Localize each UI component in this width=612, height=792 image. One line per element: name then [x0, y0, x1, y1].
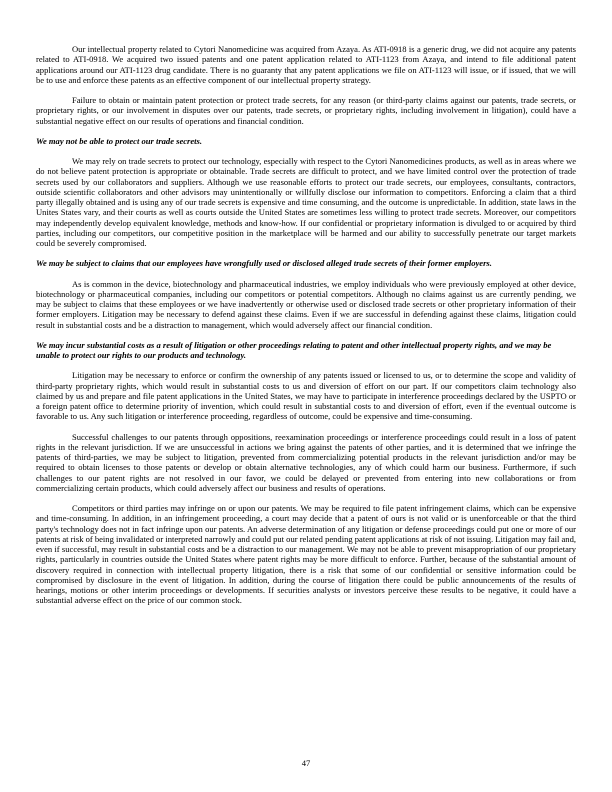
- paragraph-litigation: Litigation may be necessary to enforce or confirm the ownership of any patents issued or licensed to us, or to determine the scope and validity of third-party proprietary rights, which would result in substantial costs to us and diversion of effort on our part. If our competitors claim technology also claimed by us and prepare and file patent applications in the United States, we may have to participate in interference proceedings declared by the USPTO or a foreign patent office to determine priority of invention, which could result in substantial costs to and diversion of effort, even if the eventual outcome is favorable to us. Any such litigation or interference proceeding, regardless of outcome, could be expensive and time-consuming.: [36, 370, 576, 422]
- page-number: 47: [301, 758, 311, 768]
- paragraph-trade-secrets: We may rely on trade secrets to protect our technology, especially with respect to the Cytori Nanomedicines products, as well as in areas where we do not believe patent protection is appropriate or obtainable. Trade secrets are difficult to protect, and we have limited control over the protection of trade secrets used by our collaborators and suppliers. Although we use reasonable efforts to protect our trade secrets, our employees, consultants, contractors, outside scientific collaborators and other advisors may unintentionally or willfully disclose our information to competitors. Enforcing a claim that a third party illegally obtained and is using any of our trade secrets is expensive and time consuming, and the outcome is unpredictable. In addition, state laws in the Unites States vary, and their courts as well as courts outside the United States are sometimes less willing to protect trade secrets. Moreover, our competitors may independently develop equivalent knowledge, methods and know-how. If our confidential or proprietary information is divulged to or acquired by third parties, including our competitors, our competitive position in the marketplace will be harmed and our ability to successfully penetrate our target markets could be severely compromised.: [36, 156, 576, 248]
- paragraph-infringement: Competitors or third parties may infringe on or upon our patents. We may be required to file patent infringement claims, which can be expensive and time-consuming. In addition, in an infringement proceeding, a court may decide that a patent of ours is not valid or is unenforceable or that the third party's technology does not in fact infringe upon our patents. An adverse determination of any litigation or defense proceedings could put one or more of our patents at risk of being invalidated or interpreted narrowly and could put our related pending patent applications at risk of not issuing. Litigation may fail and, even if successful, may result in substantial costs and be a distraction to our management. We may not be able to prevent misappropriation of our proprietary rights, particularly in countries outside the United States where patent rights may be more difficult to enforce. Further, because of the substantial amount of discovery required in connection with intellectual property litigation, there is a risk that some of our confidential or sensitive information could be compromised by disclosure in the event of litigation. In addition, during the course of litigation there could be public announcements of the results of hearings, motions or other interim proceedings or developments. If securities analysts or investors perceive these results to be negative, it could have a substantial adverse effect on the price of our common stock.: [36, 503, 576, 606]
- paragraph-patent-challenges: Successful challenges to our patents through oppositions, reexamination proceedings or interference proceedings could result in a loss of patent rights in the relevant jurisdiction. If we are unsuccessful in actions we bring against the patents of other parties, and it is determined that we infringe the patents of third-parties, we may be subject to litigation, prevented from commercializing potential products in the relevant jurisdiction and/or may be required to obtain licenses to those patents or develop or obtain alternative technologies, any of which could harm our business. Furthermore, if such challenges to our patent rights are not resolved in our favor, we could be delayed or prevented from entering into new collaborations or from commercializing certain products, which could adversely affect our business and results of operations.: [36, 431, 576, 493]
- paragraph-azaya-ip: Our intellectual property related to Cytori Nanomedicine was acquired from Azaya. As ATI-0918 is a generic drug, we did not acquire any patents related to ATI-0918. We acquired two issued patents and one patent application related to ATI-1123 from Azaya, and intend to file additional patent applications around our ATI-1123 drug candidate. There is no guaranty that any patent applications we file on ATI-1123 will issue, or if issued, that we will be to use and enforce these patents as an effective component of our intellectual property strategy.: [36, 44, 576, 85]
- paragraph-employee-claims: As is common in the device, biotechnology and pharmaceutical industries, we employ individuals who were previously employed at other device, biotechnology or pharmaceutical companies, including our competitors or potential competitors. Although no claims against us are currently pending, we may be subject to claims that these employees or we have inadvertently or otherwise used or disclosed trade secrets or other proprietary information of their former employers. Litigation may be necessary to defend against these claims. Even if we are successful in defending against these claims, litigation could result in substantial costs and be a distraction to management, which would adversely affect our financial condition.: [36, 278, 576, 330]
- paragraph-patent-failure: Failure to obtain or maintain patent protection or protect trade secrets, for any reason (or third-party claims against our patents, trade secrets, or proprietary rights, or our involvement in disputes over our patents, trade secrets, or proprietary rights, including involvement in litigation), could have a substantial negative effect on our results of operations and financial condition.: [36, 95, 576, 126]
- document-page: [36, 44, 576, 616]
- heading-litigation-costs: We may incur substantial costs as a result of litigation or other proceedings relating to patent and other intellectual property rights, and we may be unable to protect our rights to our products and technology.: [36, 339, 552, 360]
- heading-employee-claims: We may be subject to claims that our employees have wrongfully used or disclosed alleged trade secrets of their former employers.: [36, 258, 492, 269]
- heading-trade-secrets: We may not be able to protect our trade secrets.: [36, 135, 203, 146]
